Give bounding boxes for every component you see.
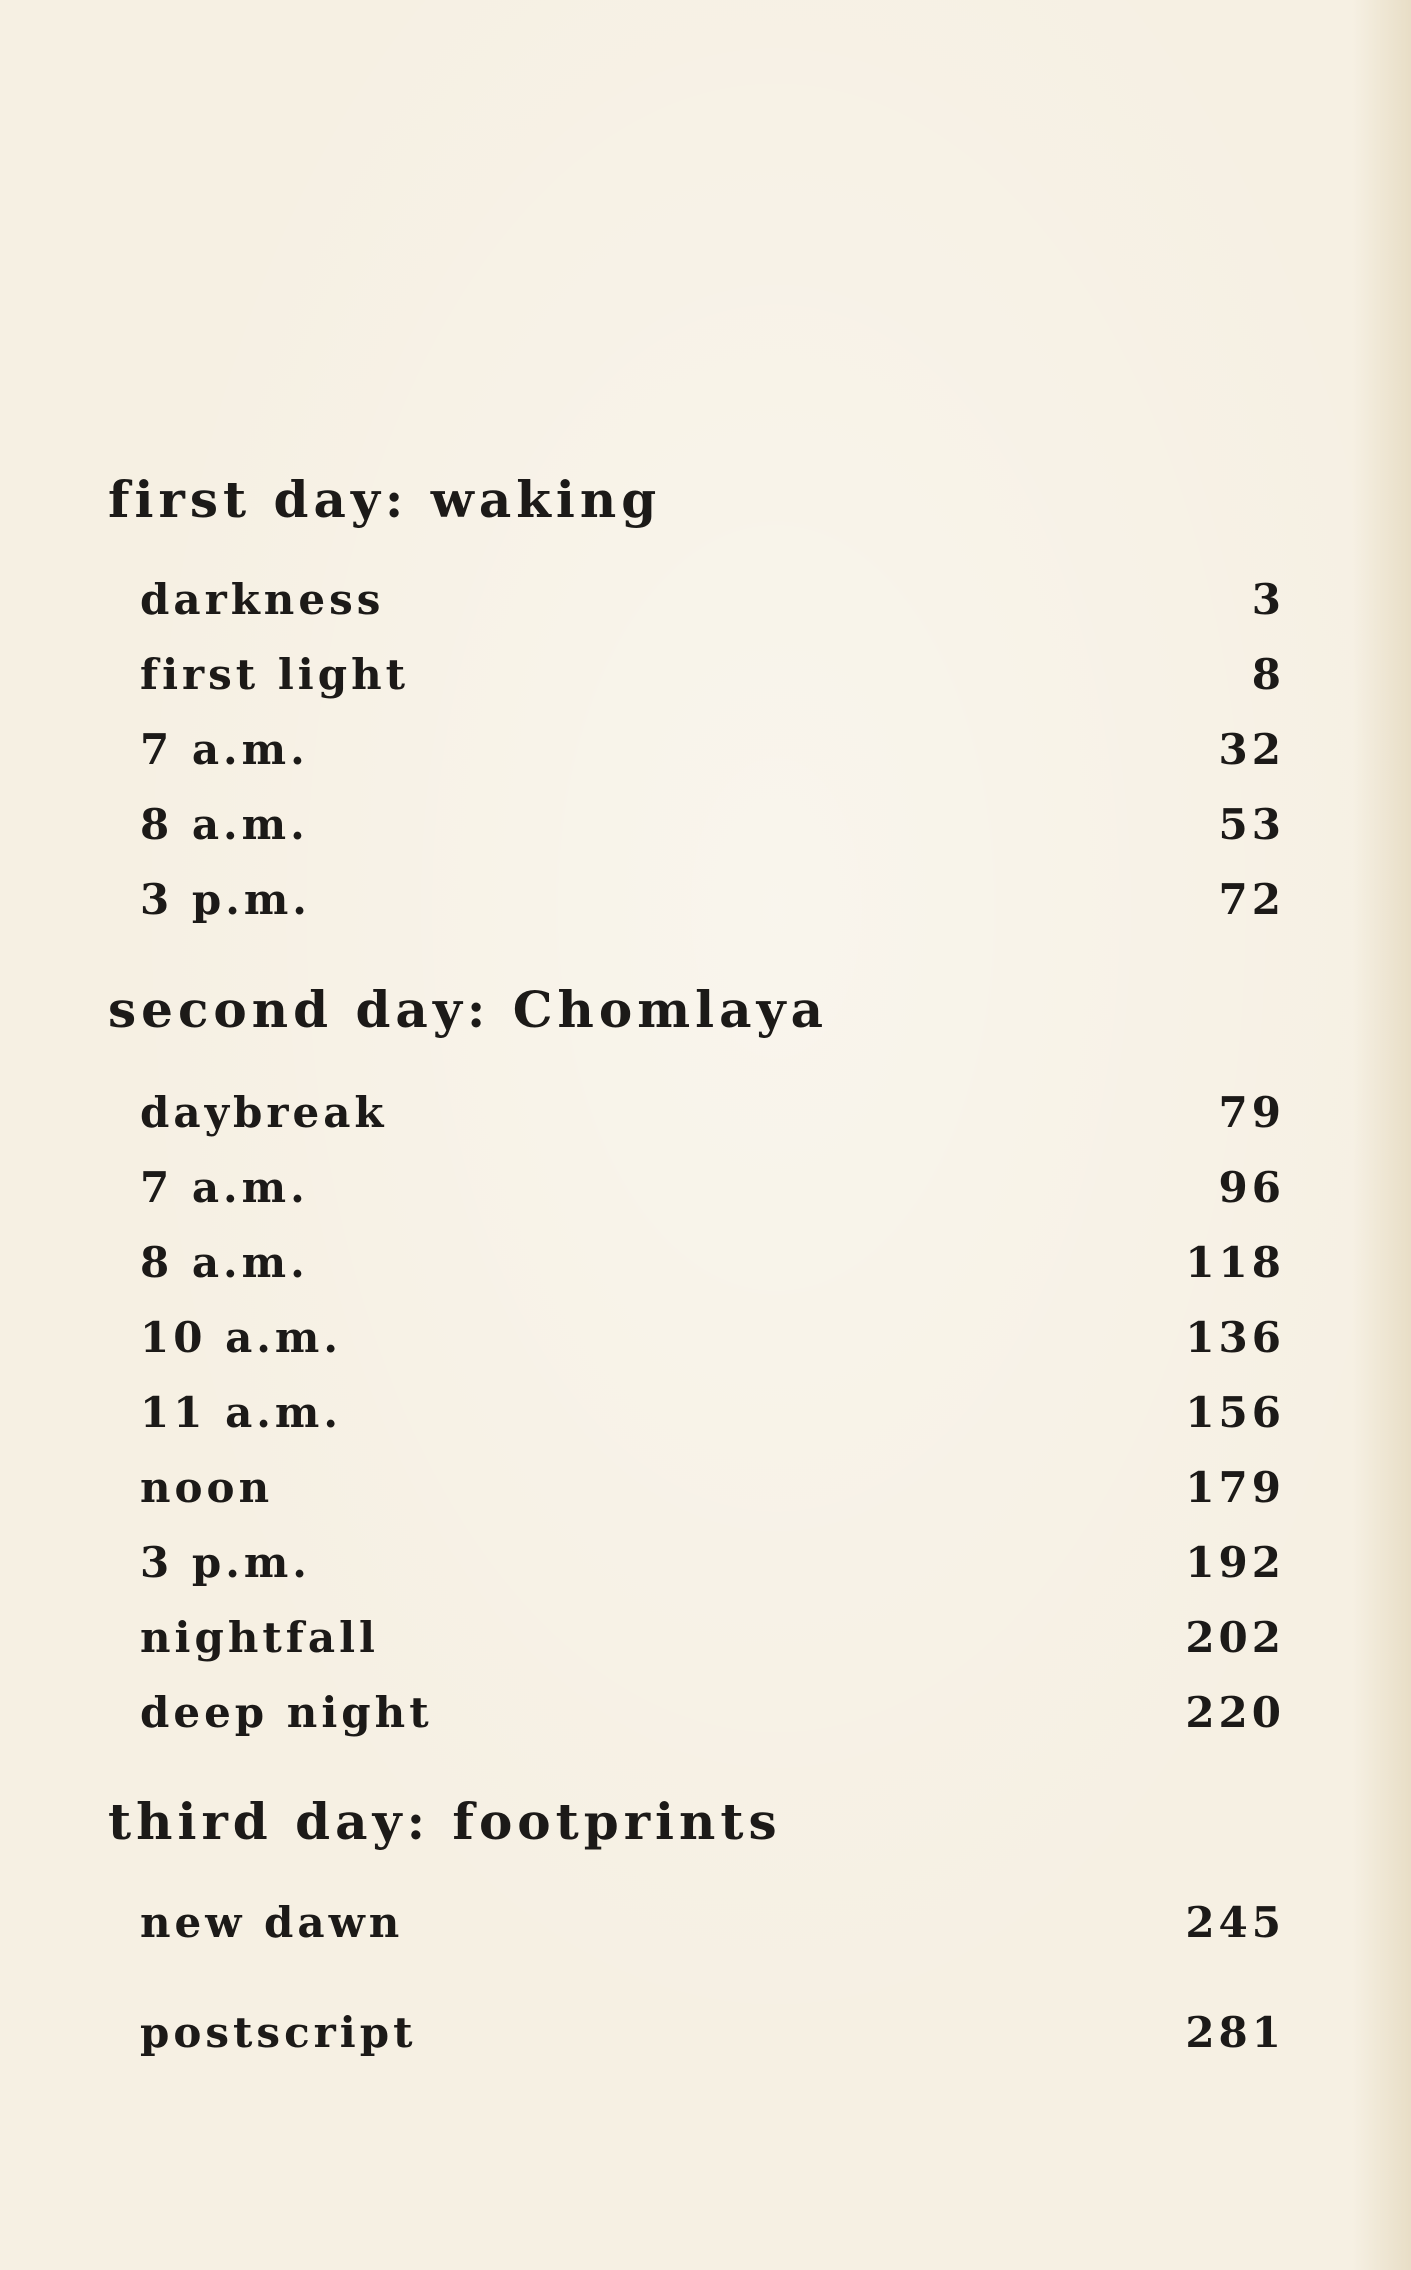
toc-entry [140,1160,1285,1216]
toc-entry [140,1235,1285,1291]
entry-page-number: 8 [1251,650,1285,699]
entry-label: new dawn [140,1898,404,1947]
entry-page-number: 220 [1185,1688,1285,1737]
entry-label: 8 a.m. [140,800,309,849]
entry-label: deep night [140,1688,433,1737]
toc-entry [140,797,1285,853]
entry-page-number: 156 [1185,1388,1285,1437]
toc-entry [140,1385,1285,1441]
entry-page-number: 72 [1218,875,1285,924]
entry-label: 7 a.m. [140,725,309,774]
entry-page-number: 202 [1185,1613,1285,1662]
entry-page-number: 192 [1185,1538,1285,1587]
entry-label: nightfall [140,1613,379,1662]
section-heading-first-day: first day: waking [108,470,662,529]
entry-label: noon [140,1463,274,1512]
entry-page-number: 32 [1218,725,1285,774]
entry-page-number: 118 [1185,1238,1285,1287]
entry-page-number: 179 [1185,1463,1285,1512]
toc-entry [140,722,1285,778]
entry-page-number: 245 [1185,1898,1285,1947]
toc-entry [140,572,1285,628]
toc-entry [140,1535,1285,1591]
entry-label: darkness [140,575,385,624]
entry-page-number: 96 [1218,1163,1285,1212]
entry-label: 8 a.m. [140,1238,309,1287]
entry-page-number: 53 [1218,800,1285,849]
entry-page-number: 136 [1185,1313,1285,1362]
entry-label: 3 p.m. [140,1538,311,1587]
section-heading-second-day: second day: Chomlaya [108,980,828,1039]
entry-label: daybreak [140,1088,388,1137]
entry-page-number: 281 [1185,2008,1285,2057]
entry-label: postscript [140,2008,417,2057]
toc-entry [140,1895,1285,1951]
toc-entry [140,1685,1285,1741]
toc-entry [140,1085,1285,1141]
entry-page-number: 3 [1251,575,1285,624]
toc-entry [140,647,1285,703]
toc-entry-postscript [140,2005,1285,2061]
entry-label: first light [140,650,410,699]
toc-entry [140,872,1285,928]
section-heading-third-day: third day: footprints [108,1792,782,1851]
toc-entry [140,1460,1285,1516]
entry-label: 7 a.m. [140,1163,309,1212]
entry-page-number: 79 [1218,1088,1285,1137]
toc-entry [140,1310,1285,1366]
entry-label: 3 p.m. [140,875,311,924]
entry-label: 10 a.m. [140,1313,342,1362]
entry-label: 11 a.m. [140,1388,342,1437]
toc-entry [140,1610,1285,1666]
